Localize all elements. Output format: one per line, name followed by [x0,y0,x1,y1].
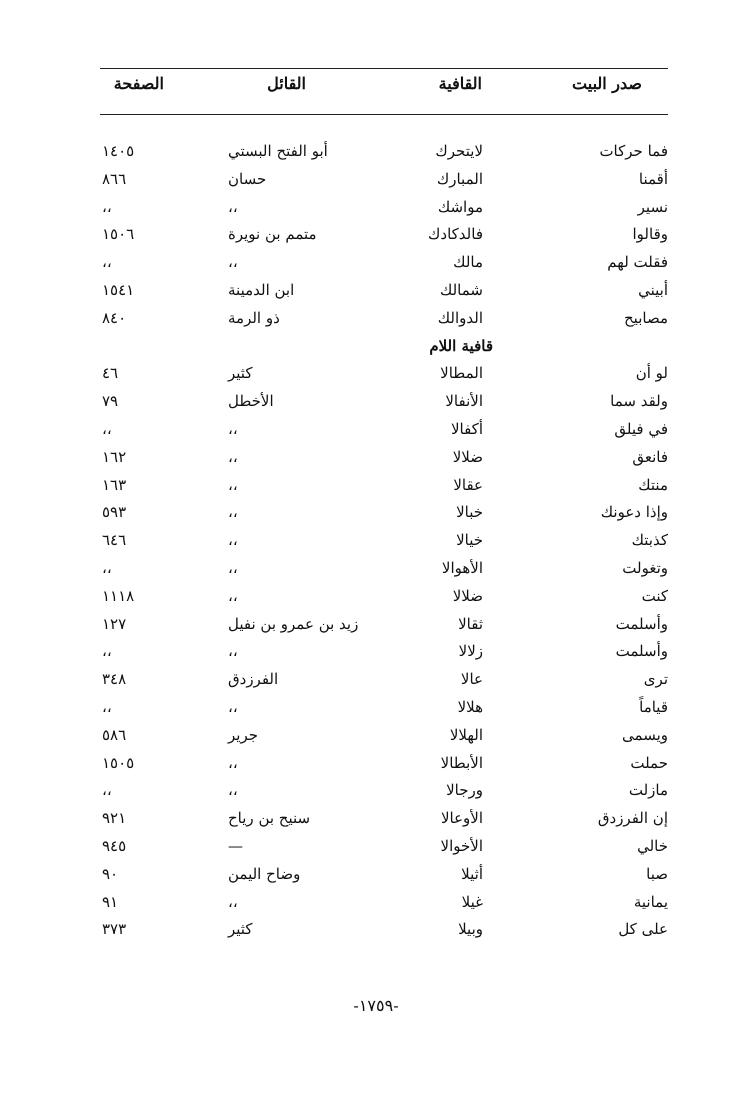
rhyme-cell: الأوعالا [440,809,483,828]
verse-opening-cell: وأسلمت [615,642,668,661]
page-cell: ٩١ [102,892,119,911]
table-row [100,472,668,500]
verse-opening-cell: لو أن [635,364,668,383]
verse-opening-cell: يمانية [633,892,668,911]
page-cell: ٣٧٣ [102,920,127,939]
poet-cell: ،، [228,503,238,522]
rhyme-cell: مالك [453,253,483,272]
page-cell: ،، [102,642,112,661]
verse-opening-cell: وتغولت [622,558,668,577]
rhyme-cell: عقالا [453,475,483,494]
header-top-rule [100,68,668,69]
table-row [100,638,668,666]
header-poet: القائل [267,74,306,93]
rhyme-cell: ثقالا [458,614,483,633]
page-cell: ٨٦٦ [102,169,127,188]
poet-cell: الأخطل [228,392,274,411]
verse-opening-cell: فما حركات [599,142,668,160]
rhyme-cell: خيالا [456,531,483,550]
table-row [100,499,668,527]
verse-opening-cell: كنت [641,586,668,605]
rhyme-cell: الأهوالا [441,558,483,577]
rhyme-cell: زلالا [458,642,483,661]
header-verse-opening: صدر البيت [572,74,642,93]
page-cell: ٨٤٠ [102,308,127,327]
page-cell: ١٦٣ [102,475,127,494]
rhyme-cell: مواشك [437,197,483,216]
rhyme-cell: غيلا [461,892,483,911]
verse-opening-cell: كذبتك [631,531,668,550]
rhyme-cell: ضلالا [452,447,483,466]
poet-cell: زيد بن عمرو بن نفيل [228,614,359,633]
poet-cell: وضاح اليمن [228,864,301,883]
rhyme-cell: ورجالا [446,781,483,800]
verse-opening-cell: خالي [637,836,668,855]
table-header [100,74,668,102]
verse-opening-cell: مصابيح [624,308,668,327]
page-cell: ،، [102,697,112,716]
page-cell: ٣٤٨ [102,670,127,689]
section-title: قافية اللام [429,336,493,355]
poet-cell: أبو الفتح البستي [228,142,328,160]
verse-opening-cell: ويسمى [622,725,668,744]
page-cell: ،، [102,781,112,800]
poet-cell: ،، [228,697,238,716]
verse-opening-cell: صبا [646,864,668,883]
poet-cell: — [228,836,243,855]
rhyme-cell: عالا [460,670,483,689]
rhyme-cell: الهلالا [449,725,483,744]
rhyme-cell: وبيلا [458,920,483,939]
table-row [100,360,668,388]
page-cell: ٩٢١ [102,809,127,828]
rhyme-cell: شمالك [439,280,483,299]
poet-cell: ،، [228,781,238,800]
poet-cell: ،، [228,642,238,661]
poet-cell: ،، [228,558,238,577]
poet-cell: متمم بن نويرة [228,225,317,244]
table-row [100,777,668,805]
rhyme-cell: المبارك [436,169,483,188]
poet-cell: الفرزدق [228,670,279,689]
table-row [100,416,668,444]
page-cell: ١١١٨ [102,586,135,605]
rhyme-cell: ضلالا [452,586,483,605]
table-row [100,221,668,249]
section-heading-row [100,333,668,361]
poet-cell: ،، [228,753,238,772]
page-cell: ١٤٠٥ [102,142,135,160]
rhyme-cell: خبالا [456,503,483,522]
table-row [100,833,668,861]
page-cell: ٤٦ [102,364,119,383]
poet-cell: ،، [228,419,238,438]
verse-opening-cell: مازلت [628,781,668,800]
verse-opening-cell: فقلت لهم [607,253,668,272]
table-row [100,249,668,277]
page-cell: ٩٠ [102,864,119,883]
verse-opening-cell: في فيلق [614,419,668,438]
table-row [100,750,668,778]
table-row [100,916,668,944]
table-row [100,138,668,166]
verse-opening-cell: وقالوا [632,225,668,244]
page-cell: ٩٤٥ [102,836,127,855]
page-cell: ١٥٠٦ [102,225,135,244]
poet-cell: ،، [228,531,238,550]
table-row [100,388,668,416]
rhyme-cell: الأخوالا [440,836,483,855]
page-number: -١٧٥٩- [353,996,399,1015]
table-row [100,583,668,611]
page-cell: ،، [102,197,112,216]
table-row [100,666,668,694]
rhyme-cell: فالدكادك [428,225,483,244]
poet-cell: حسان [228,169,267,188]
page-cell: ١٦٢ [102,447,127,466]
table-row [100,722,668,750]
page-cell: ،، [102,253,112,272]
poet-cell: ذو الرمة [228,308,280,327]
page-cell: ،، [102,419,112,438]
verse-opening-cell: ولقد سما [610,392,668,411]
poet-cell: كثير [228,920,253,939]
verse-opening-cell: فانعق [632,447,668,466]
page-cell: ٧٩ [102,392,119,411]
table-row [100,805,668,833]
verse-opening-cell: على كل [618,920,668,939]
rhyme-cell: أكفالا [450,419,483,438]
verse-opening-cell: ترى [643,670,668,689]
header-rhyme: القافية [438,74,482,93]
table-row [100,861,668,889]
index-table-body [100,138,668,944]
poet-cell: ،، [228,253,238,272]
poet-cell: جرير [228,725,258,744]
poet-cell: ،، [228,892,238,911]
page-cell: ،، [102,558,112,577]
rhyme-cell: هلالا [457,697,483,716]
table-row [100,889,668,917]
page-cell: ١٢٧ [102,614,127,633]
page-cell: ١٥٤١ [102,280,135,299]
table-row [100,527,668,555]
page-cell: ٥٨٦ [102,725,127,744]
poet-cell: كثير [228,364,253,383]
poet-cell: ،، [228,475,238,494]
verse-opening-cell: نسير [637,197,668,216]
verse-opening-cell: وأسلمت [615,614,668,633]
rhyme-cell: أثيلا [461,864,483,883]
page-cell: ١٥٠٥ [102,753,135,772]
table-row [100,611,668,639]
table-row [100,694,668,722]
table-row [100,194,668,222]
poet-cell: ابن الدمينة [228,280,295,299]
verse-opening-cell: أبيني [638,280,668,299]
verse-opening-cell: أقمنا [638,169,668,188]
page-cell: ٥٩٣ [102,503,127,522]
rhyme-cell: لايتحرك [435,142,483,160]
poet-cell: ،، [228,447,238,466]
verse-opening-cell: حملت [630,753,668,772]
page-cell: ٦٤٦ [102,531,127,550]
rhyme-cell: الأبطالا [440,753,483,772]
table-row [100,555,668,583]
header-bottom-rule [100,114,668,115]
verse-opening-cell: قياماً [639,697,668,716]
rhyme-cell: الدوالك [437,308,483,327]
table-row [100,166,668,194]
header-page: الصفحة [113,74,164,93]
verse-opening-cell: إن الفرزدق [597,809,668,828]
poet-cell: ،، [228,197,238,216]
poet-cell: ،، [228,586,238,605]
poet-cell: سنيح بن رياح [228,809,311,828]
rhyme-cell: الأنفالا [445,392,483,411]
rhyme-cell: المطالا [440,364,483,383]
verse-opening-cell: وإذا دعونك [600,503,668,522]
table-row [100,277,668,305]
verse-opening-cell: منتك [638,475,668,494]
table-row [100,305,668,333]
table-row [100,444,668,472]
